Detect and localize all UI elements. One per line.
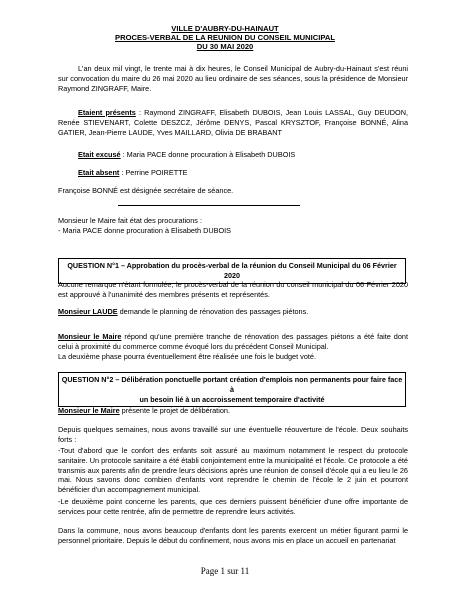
excuse-text: : Maria PACE donne procuration à Elisabeth DUBOIS: [120, 150, 296, 159]
procurations-item: - Maria PACE donne procuration à Elisabeth DUBOIS: [58, 226, 232, 235]
laude-text: demande le planning de rénovation des passages piétons.: [117, 307, 309, 316]
absent-text: : Perrine POIRETTE: [119, 168, 188, 177]
question-2-title-line1: QUESTION N°2 – Délibération ponctuelle portant création d'emplois non permanents pour faire face à: [61, 375, 403, 394]
maire-text-q2: présente le projet de délibération.: [119, 406, 230, 415]
presents-text: : Raymond ZINGRAFF, Elisabeth DUBOIS, Jean Louis LASSAL, Guy DEUDON, Renée STIEVENART, Colette DESZCZ, Jérôme DENYS, Pascal KRYSZTOF, Françoise BONNÉ, Alina GATIER, Jean-Pierre LAUDE, Yves MAILLARD, Olivia DE BRABANT: [58, 108, 408, 137]
question-1-approval: Aucune remarque n'étant formulée, le procès-verbal de la réunion du conseil municipal du 06 Février 2020 est approuvé à l'unanimité des membres présents et représentés.: [58, 280, 408, 299]
question-2-title-line2: un besoin lié à un accroissement temporaire d'activité: [139, 394, 325, 404]
header-title: PROCES-VERBAL DE LA REUNION DU CONSEIL MUNICIPAL: [115, 33, 335, 42]
question-1-title: QUESTION N°1 – Approbation du procès-verbal de la réunion du Conseil Municipal du 06 Février 2020: [58, 258, 406, 284]
header-date: DU 30 MAI 2020: [196, 42, 254, 51]
question-2-para2: -Tout d'abord que le confort des enfants soit assuré au maximum notamment le respect du protocole sanitaire. Un protocole sanitaire a été établi conjointement entre la municipalité et l'école. Ce protocole a été transmis aux parents afin de prendre leurs décisions après une réunion de conseil d'école qui a eu lieu le 26 mai. Nous savons donc combien d'enfants vont reprendre le chemin de l'école le 2 juin et pourront bénéficier d'un accompagnement municipal.: [58, 446, 408, 495]
presents-label: Etaient présents: [78, 108, 136, 117]
laude-label: Monsieur LAUDE: [58, 307, 118, 316]
question-1-maire: [58, 332, 408, 352]
absent-paragraph: [58, 168, 408, 178]
question-2-para1: Depuis quelques semaines, nous avons travaillé sur une éventuelle réouverture de l'école. Deux souhaits forts :: [58, 425, 408, 444]
excuse-paragraph: [58, 150, 408, 160]
question-2-maire: [58, 406, 408, 416]
excuse-label: Etait excusé: [78, 150, 121, 159]
absent-label: Etait absent: [78, 168, 120, 177]
header-town: VILLE D'AUBRY-DU-HAINAUT: [171, 24, 279, 33]
question-2-para3: -Le deuxième point concerne les parents, que ces derniers puissent bénéficier d'une offre importante de services pour cette rentrée, afin de permettre de reprendre leurs activités.: [58, 497, 408, 516]
page-footer: Page 1 sur 11: [200, 566, 250, 576]
question-1-maire-2: La deuxième phase pourra éventuellement être réalisée une fois le budget voté.: [58, 352, 316, 361]
maire-text-q1: répond qu'une première tranche de rénovation des passages piétons a été faite dont celui à proximité du commerce comme évoqué lors du précédent Conseil Municipal.: [58, 332, 409, 351]
secretary-paragraph: Françoise BONNÉ est désignée secrétaire de séance.: [58, 186, 234, 195]
question-1-laude: [58, 307, 408, 317]
separator-rule: [118, 205, 300, 206]
question-2-title: [58, 372, 406, 407]
procurations-intro: Monsieur le Maire fait état des procurations :: [58, 216, 202, 225]
presents-paragraph: [58, 108, 408, 137]
intro-paragraph: L'an deux mil vingt, le trente mai à dix heures, le Conseil Municipal de Aubry-du-Hainaut s'est réuni sur convocation du maire du 26 mai 2020 au lieu ordinaire de ses séances, sous la présidence de Monsieur Raymond ZINGRAFF, Maire.: [58, 64, 408, 93]
maire-label-q2: Monsieur le Maire: [58, 406, 120, 415]
question-2-para4: Dans la commune, nous avons beaucoup d'enfants dont les parents exercent un métier figurant parmi le personnel prioritaire. Depuis le début du confinement, nous avons mis en place un accueil en partenariat: [58, 526, 408, 545]
maire-label-q1: Monsieur le Maire: [58, 332, 122, 341]
